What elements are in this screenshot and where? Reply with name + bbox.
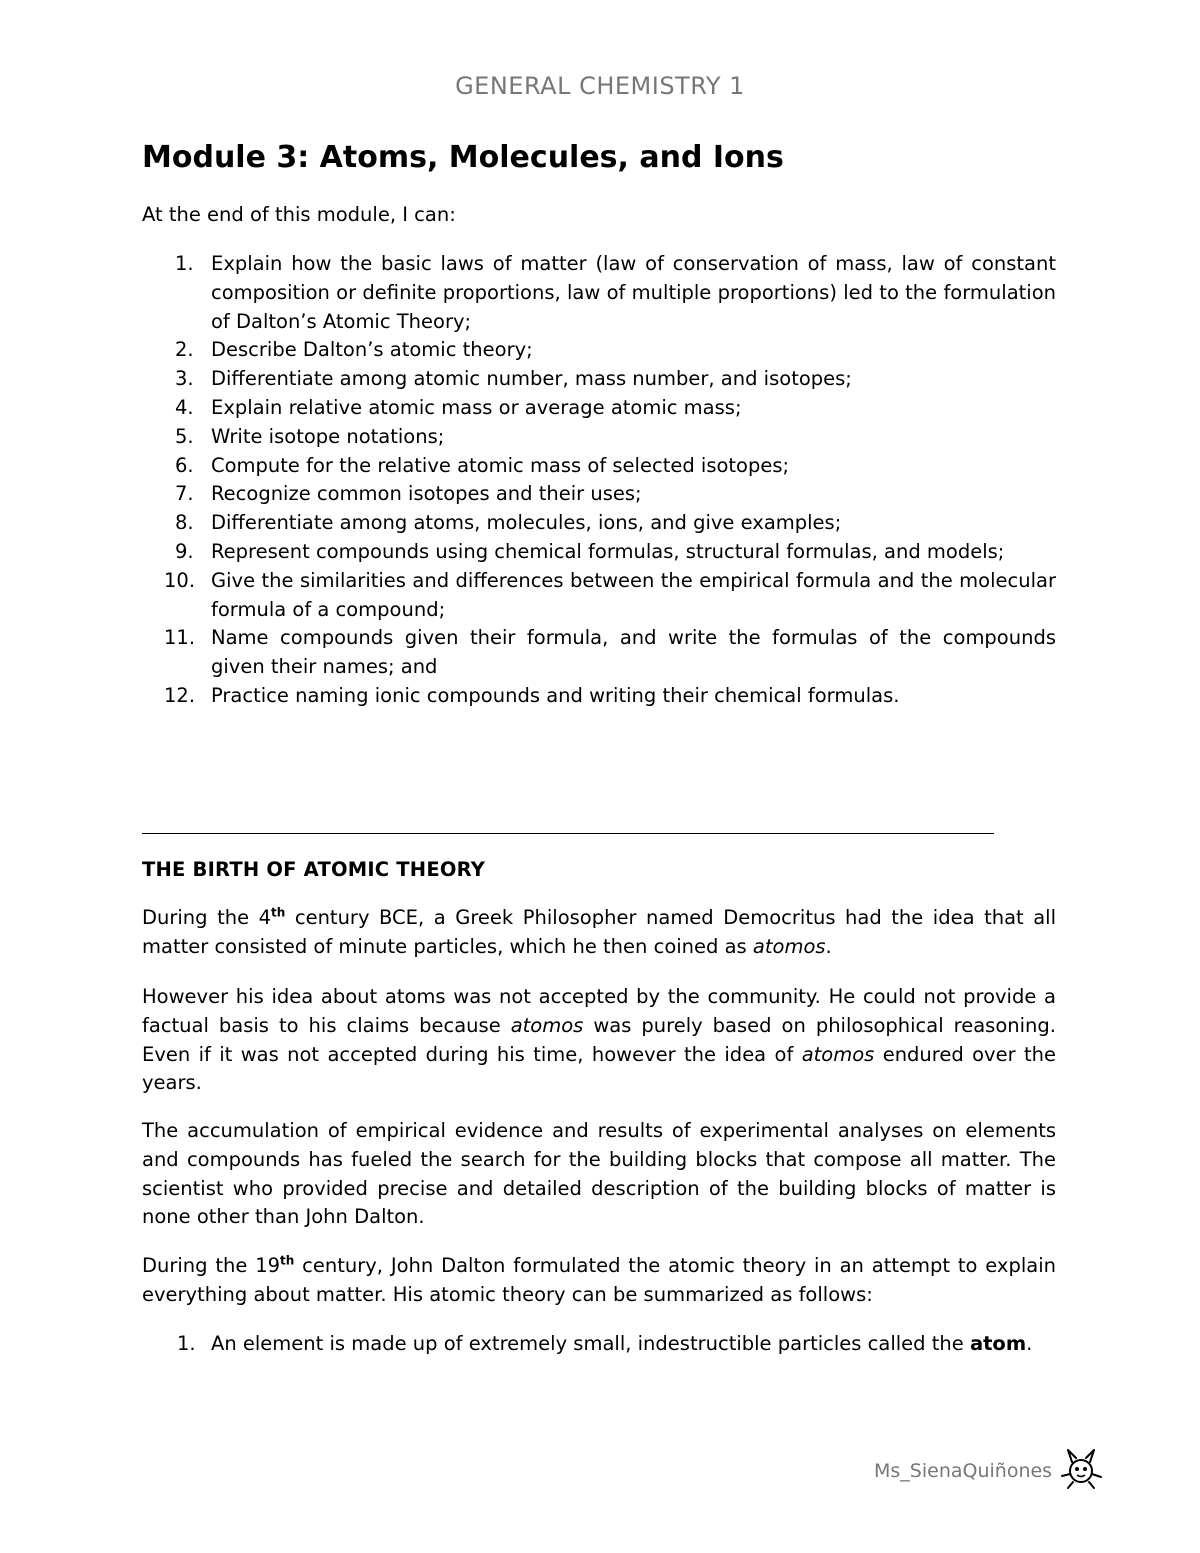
objective-text: Give the similarities and differences between the empirical formula and the molecular formula of a compound; bbox=[211, 568, 1056, 621]
p1-text-b: century BCE, a Greek Philosopher named Democritus had the idea that all matter consisted of minute particles, which he then coined as bbox=[142, 906, 1056, 958]
section-title bbox=[142, 858, 485, 881]
p2-text-c: endured over the years. bbox=[142, 1042, 1056, 1095]
objective-text: Recognize common isotopes and their uses; bbox=[211, 482, 642, 506]
objective-item bbox=[142, 365, 1056, 394]
objective-number: 7. bbox=[175, 482, 194, 506]
objective-item bbox=[142, 336, 1056, 365]
p4-superscript: th bbox=[280, 1253, 295, 1268]
objective-number: 11. bbox=[164, 626, 196, 650]
paragraph-dalton bbox=[142, 1252, 1056, 1310]
p4-text-a: During the 19 bbox=[142, 1254, 281, 1277]
objective-text: Explain relative atomic mass or average atomic mass; bbox=[211, 395, 742, 419]
objective-item bbox=[142, 538, 1056, 567]
theory-term-atom: atom bbox=[969, 1332, 1027, 1355]
p2-text-a: However his idea about atoms was not accepted by the community. He could not provide a factual basis to his claims because bbox=[142, 985, 1056, 1037]
objective-text: Explain how the basic laws of matter (law of conservation of mass, law of constant composition or definite proportions, law of multiple proportions) led to the formulation of Dalton’s Atomic Theory; bbox=[211, 252, 1056, 333]
p2-text-b: was purely based on philosophical reasoning. Even if it was not accepted during his time, however the idea of bbox=[142, 1013, 1056, 1066]
objective-item bbox=[142, 250, 1056, 336]
objective-text: Write isotope notations; bbox=[211, 424, 445, 448]
objective-item bbox=[142, 452, 1056, 481]
objective-number: 3. bbox=[175, 367, 194, 391]
p4-text-b: century, John Dalton formulated the atomic theory in an attempt to explain everything about matter. His atomic theory can be summarized as follows: bbox=[142, 1254, 1056, 1306]
objective-item bbox=[142, 509, 1056, 538]
objective-number: 4. bbox=[175, 395, 194, 419]
paragraph-empirical-evidence: The accumulation of empirical evidence and results of experimental analyses on elements and compounds has fueled the search for the building blocks that compose all matter. The scientist who provided precise and detailed description of the building blocks of matter is none other than John Dalton. bbox=[142, 1119, 1056, 1229]
objective-text: Practice naming ionic compounds and writing their chemical formulas. bbox=[211, 683, 900, 707]
theory-item bbox=[142, 1330, 1056, 1359]
objective-number: 8. bbox=[175, 511, 194, 535]
objective-item bbox=[142, 567, 1056, 625]
p2-term-atomos-1: atomos bbox=[510, 1013, 584, 1037]
paragraph-acceptance bbox=[142, 983, 1056, 1098]
objective-number: 2. bbox=[175, 338, 194, 362]
objectives-list bbox=[142, 250, 1056, 711]
objective-text: Describe Dalton’s atomic theory; bbox=[211, 338, 533, 362]
section-divider bbox=[142, 833, 994, 834]
course-header: GENERAL CHEMISTRY 1 bbox=[455, 72, 745, 100]
objective-number: 9. bbox=[175, 539, 194, 563]
p1-text-a: During the 4 bbox=[142, 906, 272, 929]
objective-item bbox=[142, 394, 1056, 423]
objective-text: Differentiate among atomic number, mass number, and isotopes; bbox=[211, 367, 852, 391]
section-title-text: THE BIRTH OF ATOMIC THEORY bbox=[142, 858, 486, 881]
objective-number: 6. bbox=[175, 453, 194, 477]
objective-text: Differentiate among atoms, molecules, ions, and give examples; bbox=[211, 511, 842, 535]
p1-text-c: . bbox=[825, 934, 832, 958]
module-intro: At the end of this module, I can: bbox=[142, 203, 456, 226]
objective-item bbox=[142, 682, 1056, 711]
p1-term-atomos: atomos bbox=[752, 934, 826, 958]
module-title: Module 3: Atoms, Molecules, and Ions bbox=[142, 140, 784, 175]
objective-number: 5. bbox=[175, 424, 194, 448]
objective-item bbox=[142, 480, 1056, 509]
p2-term-atomos-2: atomos bbox=[801, 1042, 875, 1066]
objective-item bbox=[142, 624, 1056, 682]
theory-text-a: An element is made up of extremely small, indestructible particles called the bbox=[211, 1332, 970, 1355]
footer-author: Ms_SienaQuiñones bbox=[874, 1460, 1053, 1482]
objective-item bbox=[142, 423, 1056, 452]
author-logo-icon bbox=[1058, 1444, 1104, 1490]
objective-text: Compute for the relative atomic mass of selected isotopes; bbox=[211, 453, 790, 477]
objective-number: 10. bbox=[164, 568, 196, 592]
theory-text-b: . bbox=[1026, 1332, 1033, 1355]
dalton-theory-list bbox=[142, 1330, 1056, 1359]
p1-superscript: th bbox=[271, 905, 286, 920]
theory-number: 1. bbox=[177, 1332, 196, 1355]
paragraph-democritus bbox=[142, 904, 1056, 962]
objective-text: Name compounds given their formula, and write the formulas of the compounds given their names; and bbox=[211, 626, 1056, 679]
objective-number: 12. bbox=[164, 683, 196, 707]
objective-text: Represent compounds using chemical formulas, structural formulas, and models; bbox=[211, 539, 1005, 563]
objective-number: 1. bbox=[175, 252, 194, 275]
